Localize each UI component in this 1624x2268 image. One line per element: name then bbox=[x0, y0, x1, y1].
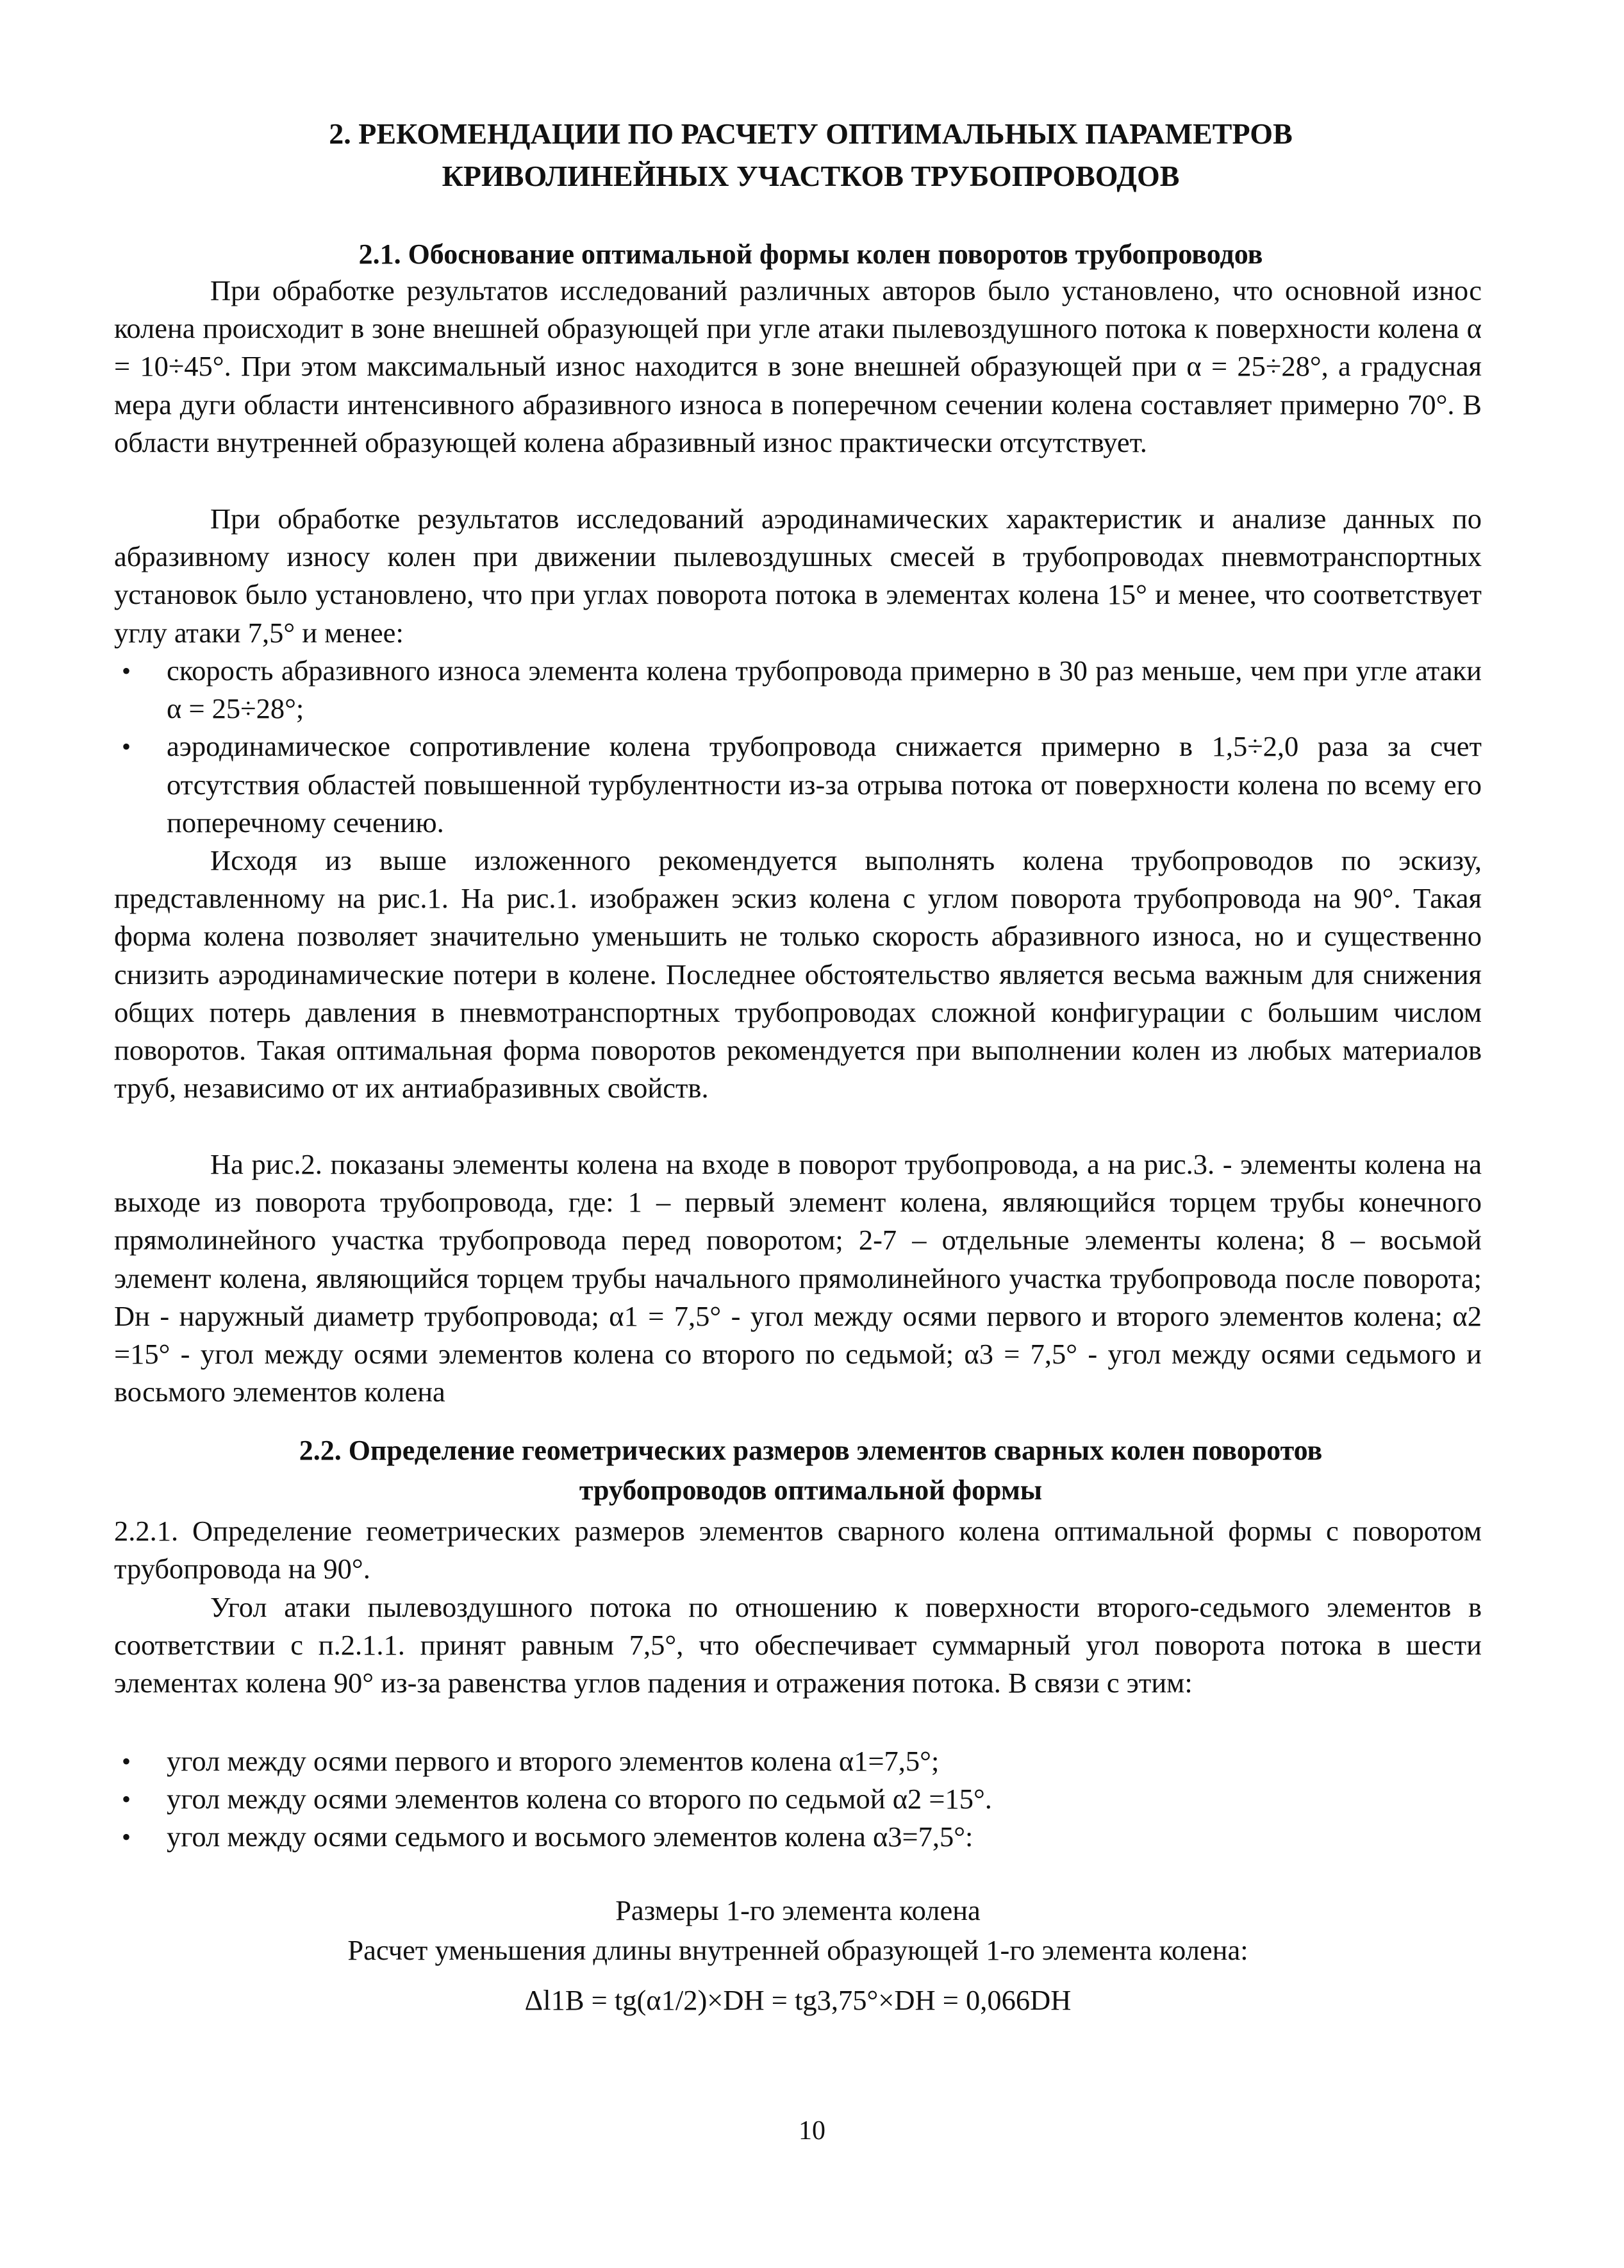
list-item bbox=[114, 652, 1482, 728]
chapter-title-line-1: 2. РЕКОМЕНДАЦИИ ПО РАСЧЕТУ ОПТИМАЛЬНЫХ ПАРАМЕТРОВ bbox=[329, 117, 1293, 150]
section-2-1-paragraph-3: Исходя из выше изложенного рекомендуется выполнять колена трубопроводов по эскизу, представленному на рис.1. На рис.1. изображен эскиз колена с углом поворота трубопровода на 90°. Такая форма колена позволяет значительно уменьшить не только скорость абразивного износа, но и существенно снизить аэродинамические потери в колене. Последнее обстоятельство является весьма важным для снижения общих потерь давления в пневмотранспортных трубопроводах сложной конфигурации с большим числом поворотов. Такая оптимальная форма поворотов рекомендуется при выполнении колен из любых материалов труб, независимо от их антиабразивных свойств. bbox=[114, 844, 1482, 1105]
section-2-1-paragraph-4: На рис.2. показаны элементы колена на входе в поворот трубопровода, а на рис.3. - элементы колена на выходе из поворота трубопровода, где: 1 – первый элемент колена, являющийся торцем трубы конечного прямолинейного участка трубопровода перед поворотом; 2-7 – отдельные элементы колена; 8 – восьмой элемент колена, являющийся торцем трубы начального прямолинейного участка трубопровода после поворота; Dн - наружный диаметр трубопровода; α1 = 7,5° - угол между осями первого и второго элементов колена; α2 =15° - угол между осями элементов колена со второго по седьмой; α3 = 7,5° - угол между осями седьмого и восьмого элементов колена bbox=[114, 1148, 1482, 1408]
section-2-2-heading-line-2: трубопроводов оптимальной формы bbox=[579, 1474, 1043, 1506]
section-2-1-paragraph-1: При обработке результатов исследований различных авторов было установлено, что основной износ колена происходит в зоне внешней образующей при угле атаки пылевоздушного потока к поверхности колена α = 10÷45°. При этом максимальный износ находится в зоне внешней образующей при α = 25÷28°, а градусная мера дуги области интенсивного абразивного износа в поперечном сечении колена составляет примерно 70°. В области внутренней образующей колена абразивный износ практически отсутствует. bbox=[114, 274, 1482, 458]
chapter-title bbox=[192, 113, 1429, 197]
bullet-icon: • bbox=[122, 732, 131, 762]
section-2-2-heading bbox=[192, 1431, 1429, 1510]
bullet-icon: • bbox=[122, 656, 131, 685]
section-2-1-paragraph-2: При обработке результатов исследований аэродинамических характеристик и анализе данных по абразивному износу колен при движении пылевоздушных смесей в трубопроводах пневмотранспортных установок было установлено, что при углах поворота потока в элементах колена 15° и менее, что соответствует углу атаки 7,5° и менее: bbox=[114, 503, 1482, 649]
page-number: 10 bbox=[799, 2116, 825, 2146]
section-2-2-bullet-list bbox=[114, 1742, 1482, 1856]
list-item-text: угол между осями седьмого и восьмого элементов колена α3=7,5°: bbox=[167, 1821, 974, 1853]
section-2-2-1-paragraph: 2.2.1. Определение геометрических размеров элементов сварного колена оптимальной формы с поворотом трубопровода на 90°. bbox=[114, 1515, 1482, 1585]
list-item-text: скорость абразивного износа элемента колена трубопровода примерно в 30 раз меньше, чем при угле атаки α = 25÷28°; bbox=[167, 655, 1482, 725]
list-item bbox=[114, 1780, 1482, 1818]
element-1-subheading: Размеры 1-го элемента колена bbox=[615, 1894, 981, 1926]
bullet-icon: • bbox=[122, 1747, 131, 1776]
list-item bbox=[114, 728, 1482, 842]
list-item bbox=[114, 1818, 1482, 1856]
bullet-icon: • bbox=[122, 1822, 131, 1852]
section-2-2-paragraph-2: Угол атаки пылевоздушного потока по отношению к поверхности второго-седьмого элементов в соответствии с п.2.1.1. принят равным 7,5°, что обеспечивает суммарный угол поворота потока в шести элементах колена 90° из-за равенства углов падения и отражения потока. В связи с этим: bbox=[114, 1591, 1482, 1699]
list-item-text: угол между осями элементов колена со второго по седьмой α2 =15°. bbox=[167, 1783, 992, 1815]
bullet-icon: • bbox=[122, 1785, 131, 1814]
list-item bbox=[114, 1742, 1482, 1780]
calculation-label: Расчет уменьшения длины внутренней образующей 1-го элемента колена: bbox=[347, 1934, 1248, 1966]
chapter-title-line-2: КРИВОЛИНЕЙНЫХ УЧАСТКОВ ТРУБОПРОВОДОВ bbox=[442, 160, 1180, 192]
list-item-text: аэродинамическое сопротивление колена трубопровода снижается примерно в 1,5÷2,0 раза за счет отсутствия областей повышенной турбулентности из-за отрыва потока от поверхности колена по всему его поперечному сечению. bbox=[167, 730, 1482, 838]
formula: Δl1В = tg(α1/2)×DН = tg3,75°×DН = 0,066DН bbox=[524, 1984, 1072, 2016]
section-2-1-heading: 2.1. Обоснование оптимальной формы колен поворотов трубопроводов bbox=[358, 238, 1263, 270]
section-2-1-bullet-list bbox=[114, 652, 1482, 842]
section-2-2-heading-line-1: 2.2. Определение геометрических размеров элементов сварных колен поворотов bbox=[299, 1435, 1323, 1466]
list-item-text: угол между осями первого и второго элементов колена α1=7,5°; bbox=[167, 1745, 940, 1777]
